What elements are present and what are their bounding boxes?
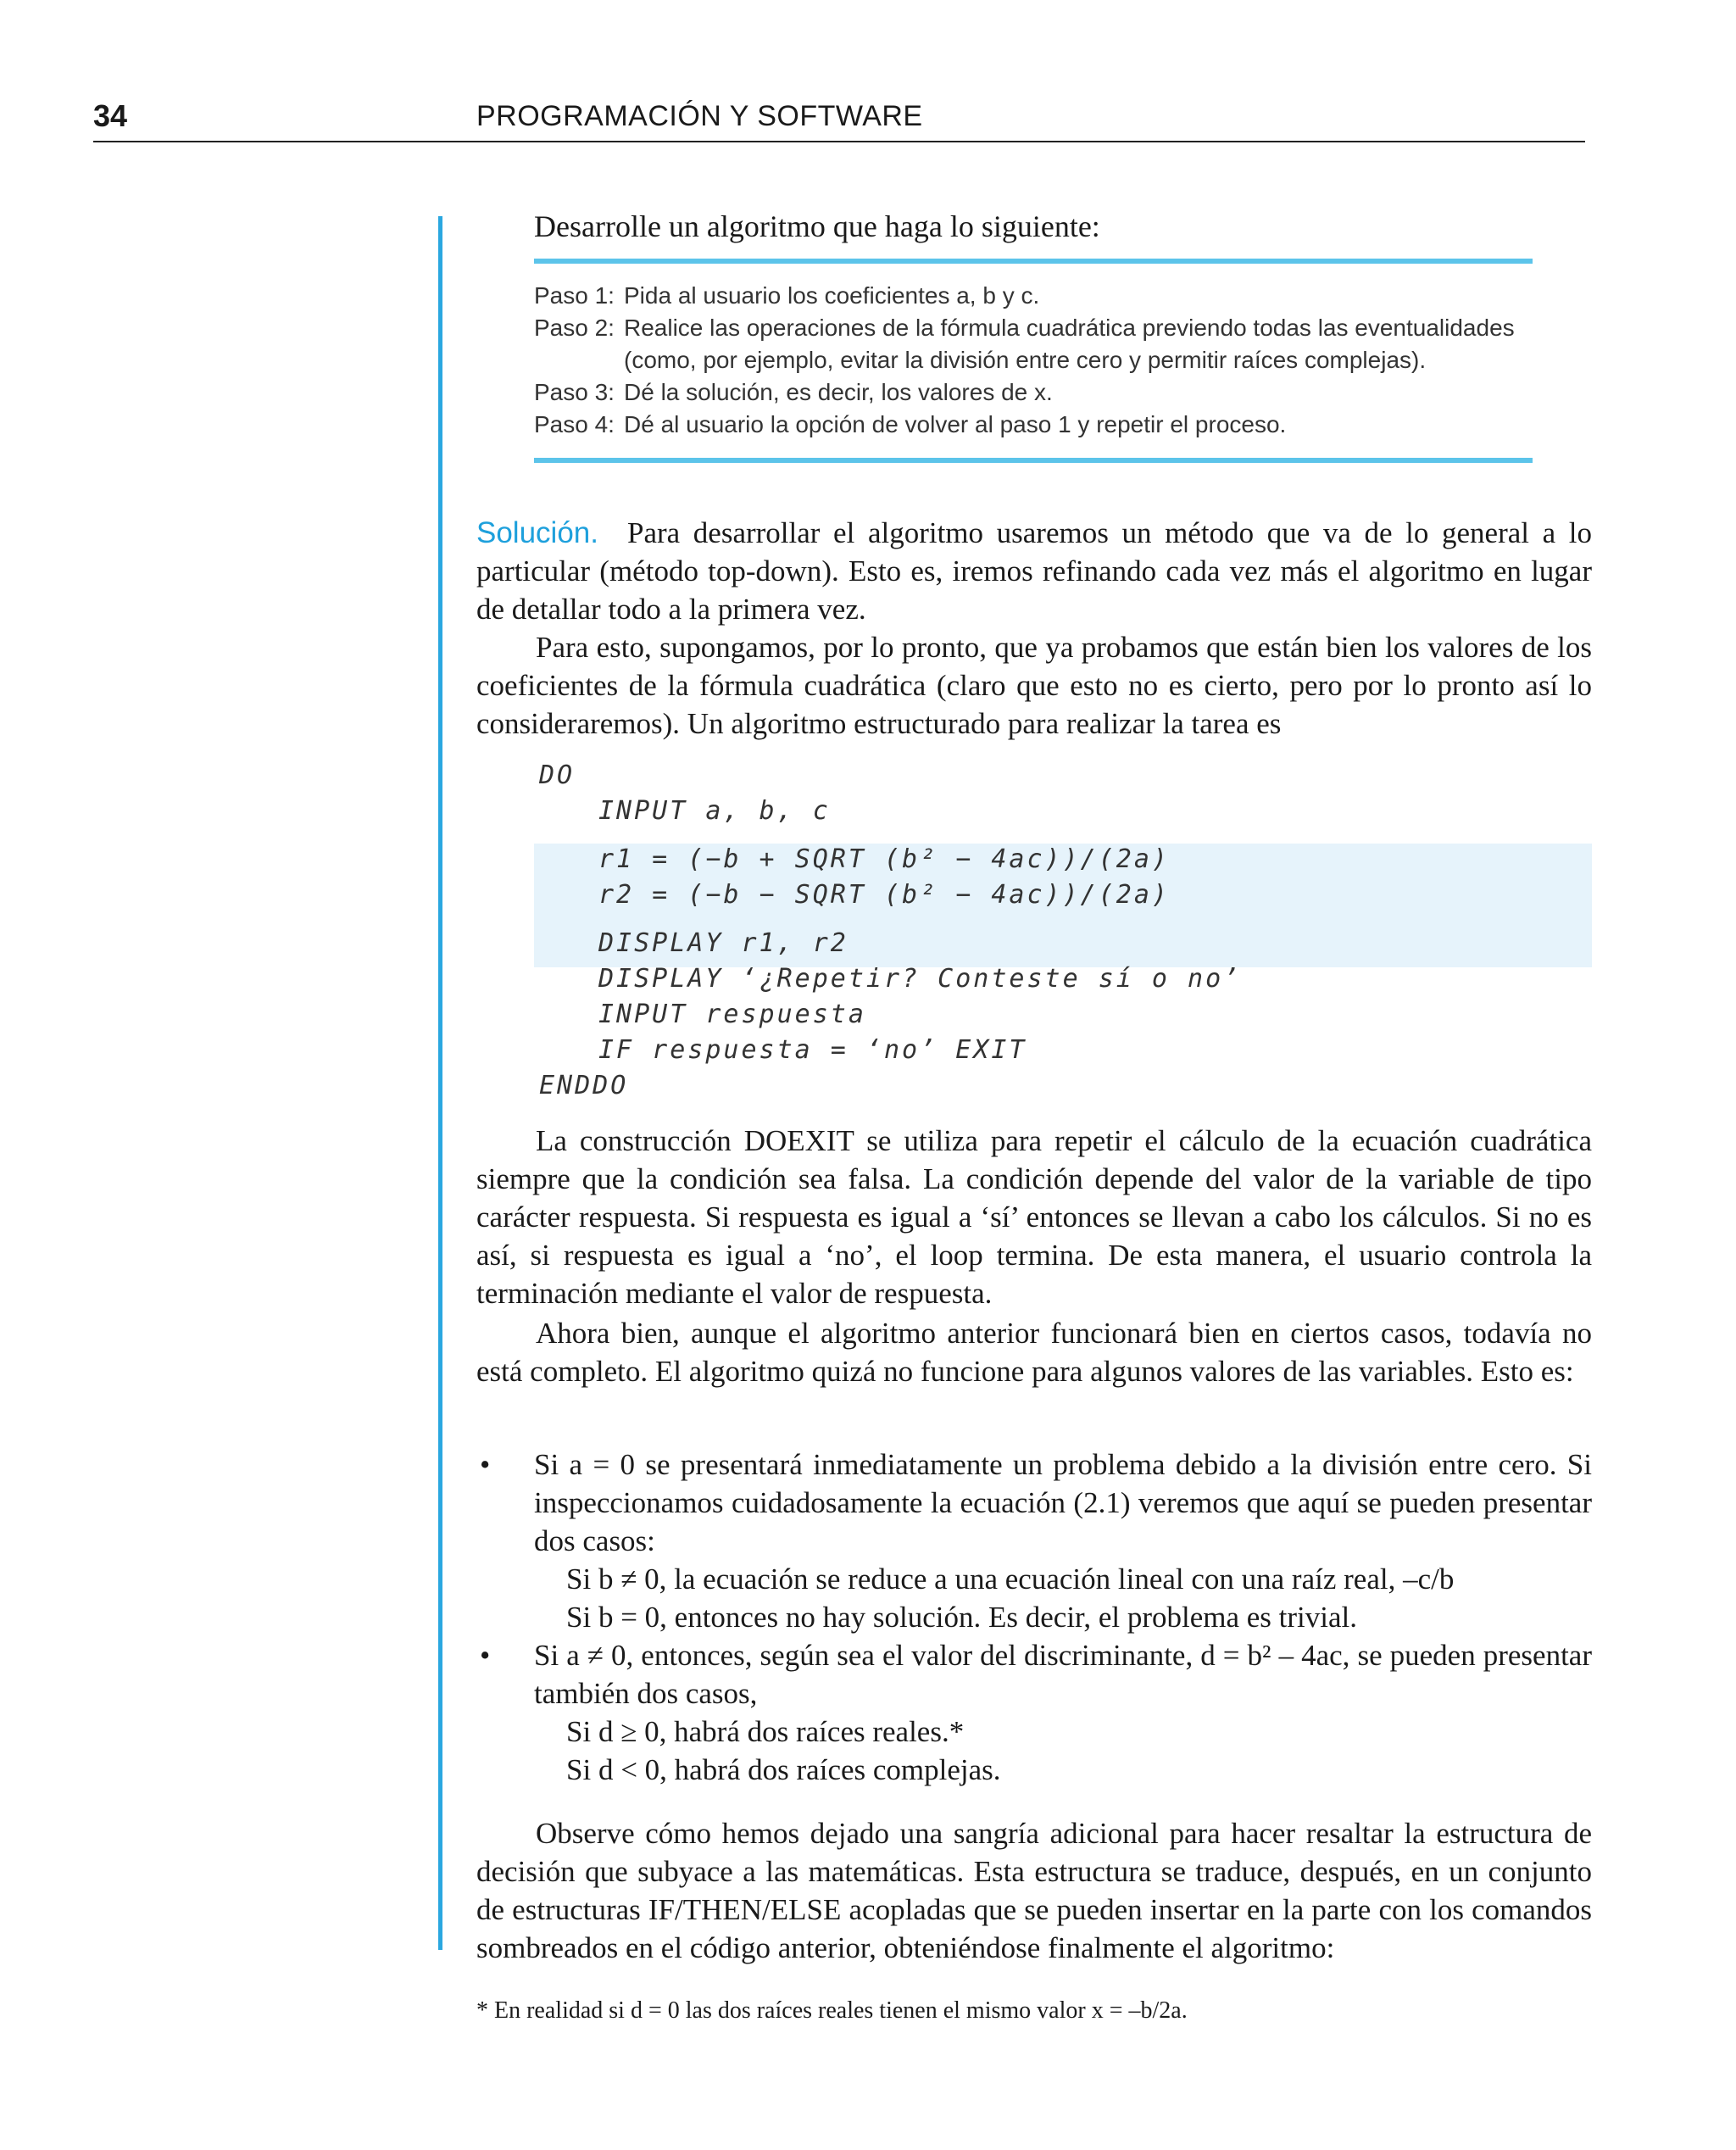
problem-rule-bottom [534, 458, 1533, 463]
running-title: PROGRAMACIÓN Y SOFTWARE [476, 100, 923, 132]
code-line: ENDDO [539, 1071, 629, 1100]
step-text: Dé al usuario la opción de volver al paso 1 y repetir el proceso. [624, 411, 1287, 437]
page-number: 34 [93, 98, 128, 133]
margin-accent-bar [438, 216, 442, 1950]
solution-paragraph-1 [476, 514, 1592, 628]
step-label: Paso 3: [534, 379, 615, 405]
code-line: DISPLAY ‘¿Repetir? Conteste sí o no’ [598, 964, 1242, 994]
step-item [534, 376, 1534, 409]
solution-block [476, 514, 1592, 743]
problem-intro: Desarrolle un algoritmo que haga lo siguiente: [534, 209, 1100, 243]
list-item [476, 1445, 1592, 1636]
code-line: INPUT respuesta [598, 1000, 866, 1029]
step-item [534, 409, 1534, 441]
paragraph-structure: Observe cómo hemos dejado una sangría adicional para hacer resaltar la estructura de decisión que subyace a las matemáticas. Esta estructura se traduce, después, en un conjunto de estructuras IF/THEN/ELSE acopladas que se pueden insertar en la parte con los comandos sombreados en el código anterior, obteniéndose finalmente el algoritmo: [476, 1817, 1592, 1964]
list-item [476, 1636, 1592, 1789]
code-line: r2 = (−b − SQRT (b² − 4ac))/(2a) [598, 880, 1170, 910]
step-text: Realice las operaciones de la fórmula cuadrática previendo todas las eventualidades (como, por ejemplo, evitar la división entre cero y permitir raíces complejas). [624, 315, 1515, 373]
paragraph-incomplete: Ahora bien, aunque el algoritmo anterior funcionará bien en ciertos casos, todavía no está completo. El algoritmo quizá no funcione para algunos valores de las variables. Esto es: [476, 1317, 1592, 1388]
solution-p1-text: Para desarrollar el algoritmo usaremos un método que va de lo general a lo particular (método top-down). Esto es, iremos refinando cada vez más el algoritmo en lugar de detallar todo a la primera vez. [476, 516, 1592, 626]
subcase: Si d ≥ 0, habrá dos raíces reales.* [566, 1715, 965, 1748]
step-item [534, 280, 1534, 312]
page-header [93, 93, 1585, 142]
bullet-marker: • [480, 1639, 491, 1672]
code-line: DO [539, 760, 576, 790]
step-item [534, 312, 1534, 376]
step-label: Paso 4: [534, 411, 615, 437]
code-line: r1 = (−b + SQRT (b² − 4ac))/(2a) [598, 844, 1170, 874]
code-line: IF respuesta = ‘no’ EXIT [598, 1035, 1027, 1065]
code-line: INPUT a, b, c [598, 796, 831, 826]
case-list [476, 1445, 1592, 1789]
solution-paragraph-2: Para esto, supongamos, por lo pronto, que ya probamos que están bien los valores de los coeficientes de la fórmula cuadrática (claro que esto no es cierto, pero por lo pronto así lo consideraremos). Un algoritmo estructurado para realizar la tarea es [476, 631, 1592, 740]
problem-steps [534, 280, 1534, 441]
code-line: DISPLAY r1, r2 [598, 928, 849, 958]
step-label: Paso 2: [534, 315, 615, 341]
subcase: Si b = 0, entonces no hay solución. Es decir, el problema es trivial. [566, 1601, 1357, 1634]
subcase: Si b ≠ 0, la ecuación se reduce a una ecuación lineal con una raíz real, –c/b [566, 1562, 1455, 1596]
bullet-text: Si a ≠ 0, entonces, según sea el valor del discriminante, d = b² – 4ac, se pueden presentar también dos casos, [534, 1639, 1592, 1710]
bullet-text: Si a = 0 se presentará inmediatamente un problema debido a la división entre cero. Si inspeccionamos cuidadosamente la ecuación (2.1) veremos que aquí se pueden presentar dos casos: [534, 1448, 1592, 1557]
subcase: Si d < 0, habrá dos raíces complejas. [566, 1753, 1001, 1786]
paragraph-doexit: La construcción DOEXIT se utiliza para repetir el cálculo de la ecuación cuadrática siempre que la condición sea falsa. La condición depende del valor de la variable de tipo carácter respuesta. Si respuesta es igual a ‘sí’ entonces se llevan a cabo los cálculos. Si no es así, si respuesta es igual a ‘no’, el loop termina. De esta manera, el usuario controla la terminación mediante el valor de respuesta. [476, 1124, 1592, 1310]
step-text: Dé la solución, es decir, los valores de x. [624, 379, 1053, 405]
bullet-marker: • [480, 1448, 491, 1481]
problem-rule-top [534, 259, 1533, 264]
step-text: Pida al usuario los coeficientes a, b y c. [624, 282, 1040, 309]
footnote: * En realidad si d = 0 las dos raíces reales tienen el mismo valor x = –b/2a. [476, 1997, 1188, 2024]
solution-label: Solución. [476, 516, 598, 549]
step-label: Paso 1: [534, 282, 615, 309]
